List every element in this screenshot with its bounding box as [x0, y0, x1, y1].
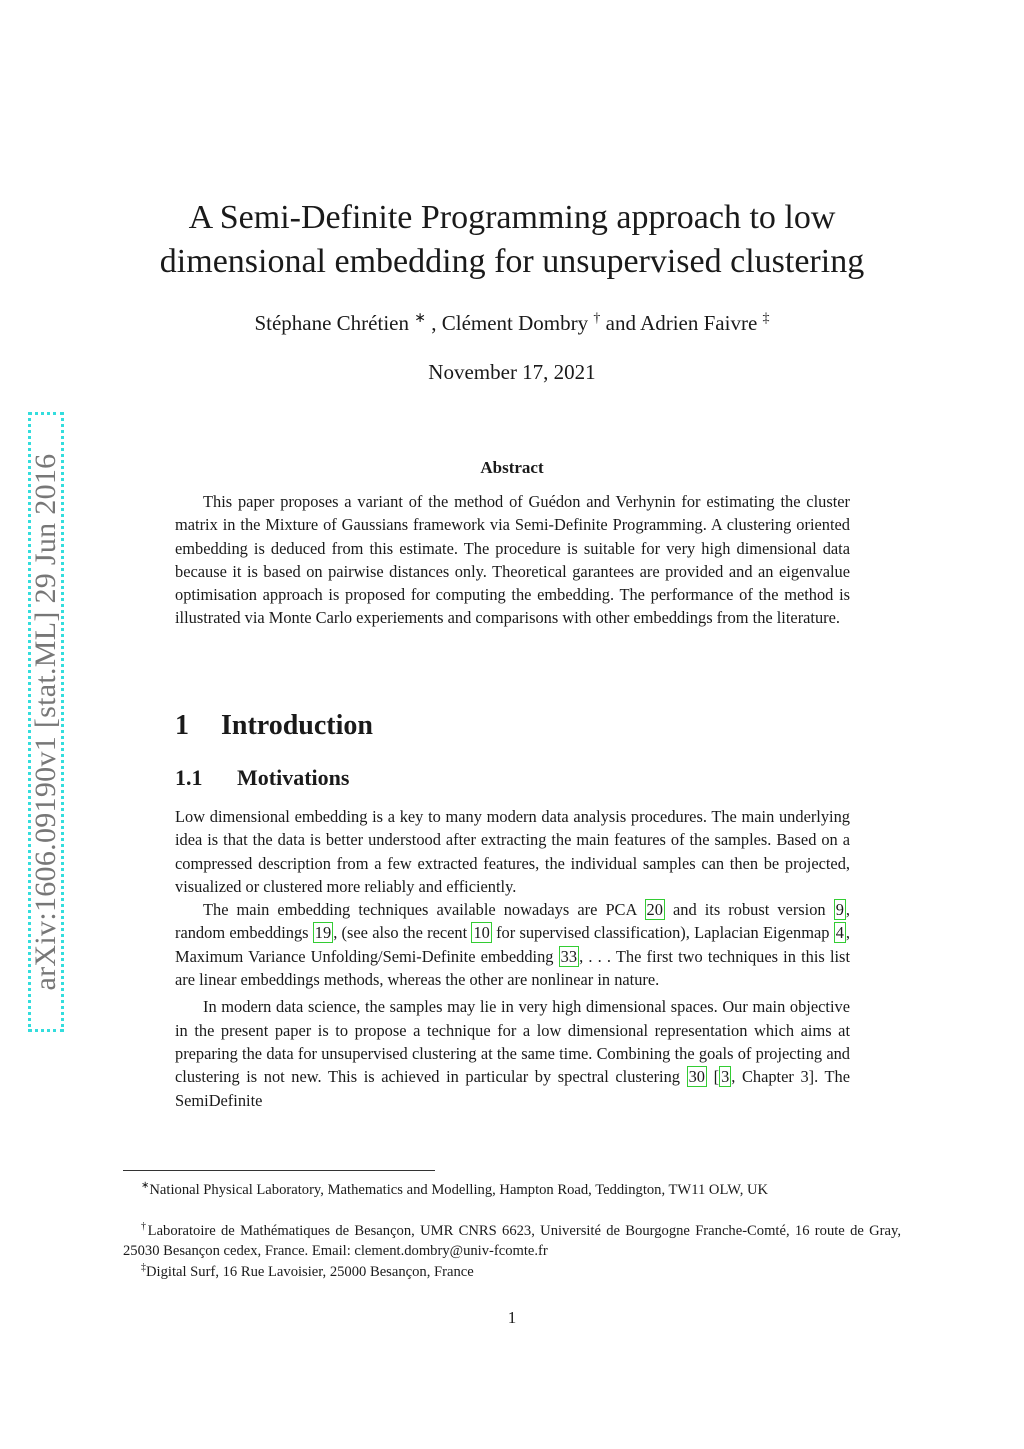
- author-separator: ,: [425, 311, 442, 335]
- text-run: In modern data science, the samples may lie in very high dimensional spaces. Our main objective in the present paper is to propose a technique for a low dimensional representation which aims at preparing the data for unsupervised clustering at the same time. Combining the goals of projecting and clustering is not new. This is achieved in particular by spectral clustering: [175, 997, 850, 1087]
- footnote-mark-2[interactable]: †: [593, 311, 601, 326]
- footnote-2-mark: †: [141, 1221, 148, 1232]
- arxiv-stamp[interactable]: [28, 412, 64, 1032]
- citation-link[interactable]: 9: [835, 900, 844, 920]
- section-number: 1: [175, 710, 189, 741]
- footnote-1-mark: ∗: [141, 1180, 150, 1191]
- text-run: The main embedding techniques available nowadays are PCA: [203, 900, 645, 920]
- footnote-3-text: Digital Surf, 16 Rue Lavoisier, 25000 Besançon, France: [146, 1263, 474, 1280]
- section-heading: [175, 710, 373, 742]
- footnote-3: [123, 1258, 901, 1282]
- abstract-heading: Abstract: [480, 458, 544, 477]
- text-run: , Maximum Variance Unfolding/Semi-Definite embedding: [175, 923, 850, 966]
- footnote-1: [123, 1176, 901, 1200]
- title-line-2: dimensional embedding for unsupervised clustering: [159, 243, 865, 280]
- body-text: [175, 805, 850, 1112]
- footnote-3-mark: ‡: [141, 1262, 146, 1273]
- citation-link[interactable]: 20: [646, 900, 663, 920]
- footnote-mark-1[interactable]: ∗: [414, 311, 426, 326]
- page-number: 1: [507, 1308, 517, 1327]
- citation-link[interactable]: 4: [835, 923, 844, 943]
- text-run: , (see also the recent: [333, 923, 472, 943]
- author-separator: and: [600, 311, 641, 335]
- abstract-text: This paper proposes a variant of the method of Guédon and Verhynin for estimating the cluster matrix in the Mixture of Gaussians framework via Semi-Definite Programming. A clustering oriented embedding is deduced from this estimate. The procedure is suitable for very high dimensional data because it is based on pairwise distances only. Theoretical garantees are provided and an eigenvalue optimisation approach is proposed for computing the embedding. The performance of the method is illustrated via Monte Carlo experiements and comparisons with other embeddings from the literature.: [175, 492, 850, 628]
- author-dombry: Clément Dombry: [441, 311, 589, 335]
- footnote-rule: [123, 1170, 435, 1171]
- author-faivre: Adrien Faivre: [640, 311, 758, 335]
- author-list: [100, 310, 924, 336]
- subsection-heading: [175, 765, 349, 791]
- text-run: , random embeddings: [175, 900, 850, 943]
- author-chretien: Stéphane Chrétien: [254, 311, 409, 335]
- paragraph-2: [175, 898, 850, 991]
- text-run: for supervised classification), Laplacian Eigenmap: [491, 923, 834, 943]
- citation-link[interactable]: 30: [688, 1067, 705, 1087]
- paper-date: November 17, 2021: [428, 360, 596, 384]
- text-run: , Chapter 3]. The SemiDefinite: [175, 1067, 850, 1110]
- paragraph-1: Low dimensional embedding is a key to many modern data analysis procedures. The main underlying idea is that the data is better understood after extracting the main features of the samples. Based on a compressed description from a few extracted features, the individual samples can then be projected, visualized or clustered more reliably and efficiently.: [175, 807, 850, 896]
- footnote-mark-3[interactable]: ‡: [762, 311, 770, 326]
- section-title: Introduction: [221, 710, 373, 741]
- title-line-1: A Semi-Definite Programming approach to low: [188, 199, 836, 236]
- citation-link[interactable]: 33: [560, 946, 578, 966]
- footnote-2-text: Laboratoire de Mathématiques de Besançon, UMR CNRS 6623, Université de Bourgogne Franche-Comté, 16 route de Gray, 25030 Besançon cedex, France. Email: clement.dombry@univ-fcomte.fr: [123, 1222, 902, 1260]
- subsection-number: 1.1: [175, 765, 203, 790]
- footnote-1-text: National Physical Laboratory, Mathematics and Modelling, Hampton Road, Teddington, TW11 OLW, UK: [149, 1181, 769, 1198]
- citation-link[interactable]: 10: [473, 923, 490, 943]
- citation-link[interactable]: 3: [721, 1067, 730, 1087]
- text-run: and its robust version: [664, 900, 834, 920]
- text-run: [707, 1067, 714, 1086]
- paper-title: [100, 196, 924, 284]
- text-run: , . . . The first two techniques in this list are linear embeddings methods, whereas the other are nonlinear in nature.: [175, 946, 850, 990]
- subsection-title: Motivations: [237, 765, 350, 790]
- arxiv-stamp-text: arXiv:1606.09190v1 [stat.ML] 29 Jun 2016: [29, 453, 62, 991]
- citation-link[interactable]: 19: [314, 923, 332, 943]
- paragraph-3: In modern data science, the samples may lie in very high dimensional spaces. Our main objective in the present paper is to propose a technique for a low dimensional representation which aims at preparing the data for unsupervised clustering at the same time. Combining the goals of projecting and clustering is not new. This is achieved in particular by spectral clustering 30 [ 3 , Chapter 3]. The SemiDefinite: [175, 997, 850, 1110]
- footnote-2: [123, 1217, 901, 1262]
